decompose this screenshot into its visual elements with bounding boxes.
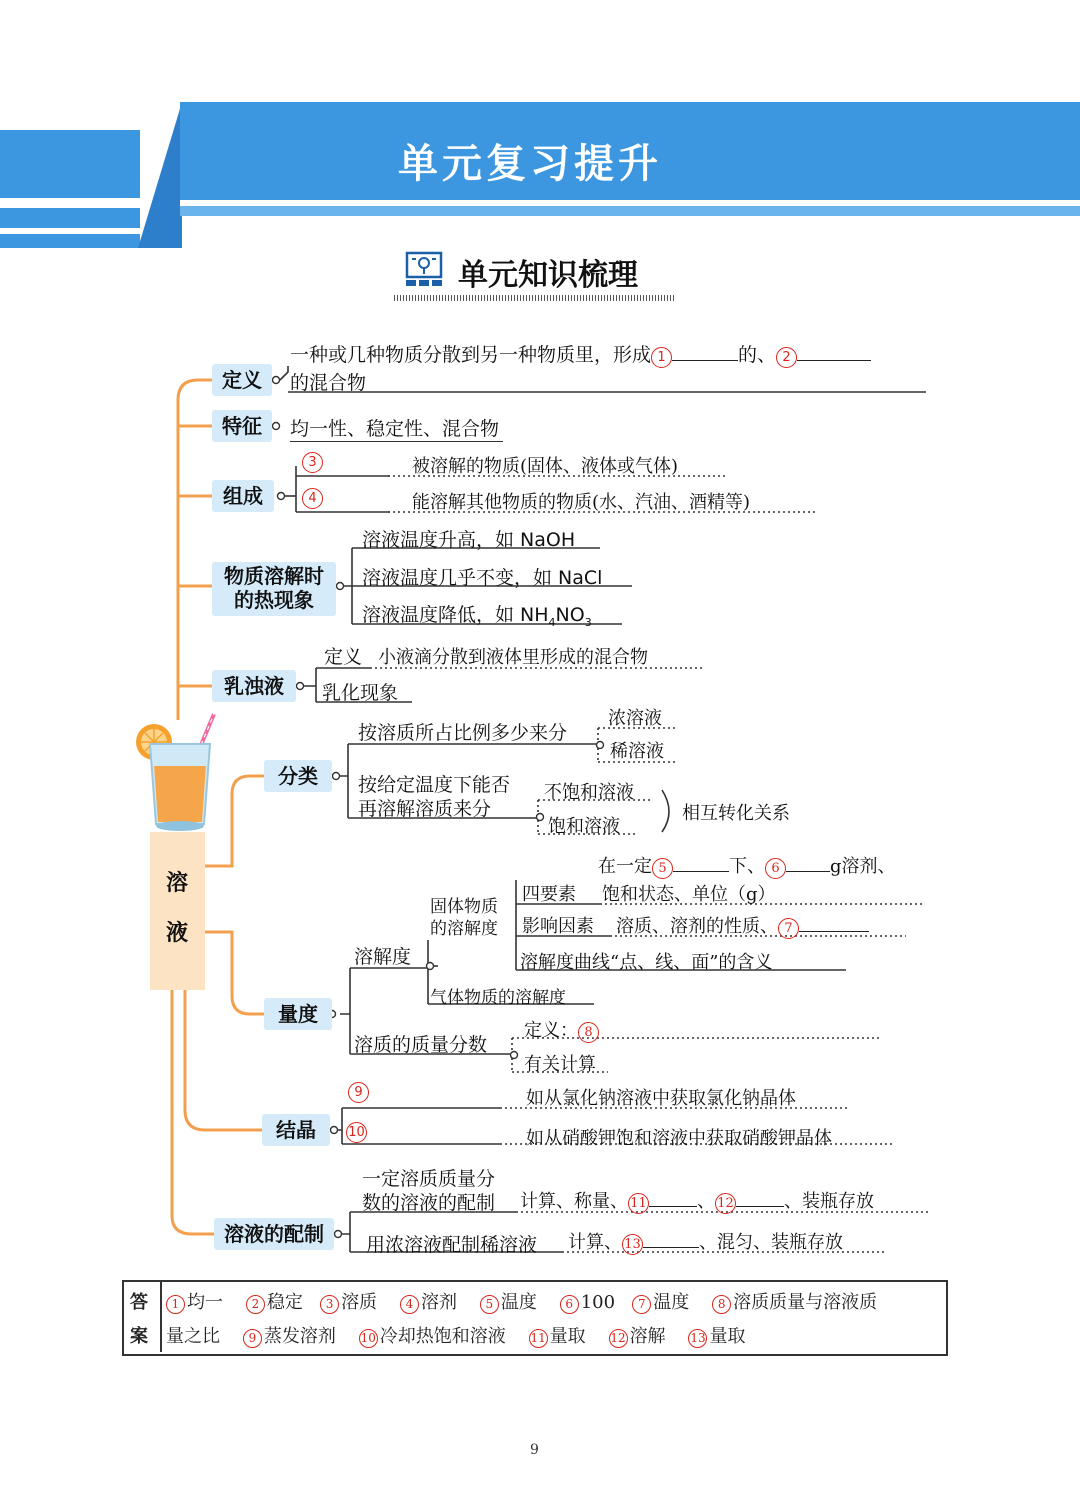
blank-number-9: 9 xyxy=(348,1082,369,1103)
measure-def: 定义： 8 xyxy=(524,1016,599,1043)
answer-label-1: 答 xyxy=(130,1292,148,1313)
blank-number-12: 12 xyxy=(715,1193,736,1214)
node-feature: 特征 xyxy=(212,410,272,442)
measure-solid-2: 的溶解度 xyxy=(430,919,498,939)
measure-four-elements-text: 饱和状态、单位（g） xyxy=(602,884,776,905)
heat-item-same: 溶液温度几乎不变，如 NaCl xyxy=(362,567,603,589)
heat-item-drop: 溶液温度降低，如 $NH_4NO_3$ xyxy=(362,604,592,629)
prep-branch1-line1: 一定溶质质量分 xyxy=(362,1168,496,1190)
definition-text-2: 的混合物 xyxy=(290,372,367,394)
root-char-1: 溶 xyxy=(166,871,189,896)
blank-number-3: 3 xyxy=(302,452,323,473)
blank-number-6: 6 xyxy=(765,858,786,879)
heat-item-rise: 溶液温度升高，如 NaOH xyxy=(362,529,576,551)
blank-number-5: 5 xyxy=(652,858,673,879)
measure-mass-fraction: 溶质的质量分数 xyxy=(354,1034,488,1056)
measure-curve: 溶解度曲线“点、线、面”的含义 xyxy=(520,952,773,973)
blank-number-7: 7 xyxy=(778,918,799,939)
node-emulsion: 乳浊液 xyxy=(212,670,296,702)
measure-four-elements-label: 四要素 xyxy=(522,884,576,905)
blank-number-1: 1 xyxy=(651,347,672,368)
measure-calc: 有关计算 xyxy=(524,1054,596,1075)
measure-influence-label: 影响因素 xyxy=(522,916,594,937)
measure-gas-solubility: 气体物质的溶解度 xyxy=(430,988,566,1008)
class-branch-saturation-2: 再溶解溶质来分 xyxy=(358,798,492,820)
class-dilute: 稀溶液 xyxy=(610,741,664,762)
class-unsaturated: 不饱和溶液 xyxy=(544,782,634,803)
blank-number-8: 8 xyxy=(578,1022,599,1043)
composition-solute: 被溶解的物质(固体、液体或气体) xyxy=(412,456,679,477)
answer-row-1: 1 均一 2 稳定 3 溶质 4 溶剂 5 温度 6 100 7 温度 8 溶质质量与溶液质 xyxy=(166,1288,877,1314)
node-crystal: 结晶 xyxy=(262,1114,330,1146)
answer-divider xyxy=(160,1282,162,1352)
node-classification: 分类 xyxy=(264,760,332,792)
blank-number-10: 10 xyxy=(346,1122,367,1143)
class-saturated: 饱和溶液 xyxy=(548,816,620,837)
section-title: 单元知识梳理 xyxy=(458,258,638,293)
class-branch-proportion: 按溶质所占比例多少来分 xyxy=(358,722,568,744)
answer-row-2: 量之比 9 蒸发溶剂 10 冷却热饱和溶液 11 量取 12 溶解 13 量取 xyxy=(166,1326,746,1347)
blank-number-2: 2 xyxy=(776,347,797,368)
prep-branch1-steps: 计算、称量、 11 、 12 、装瓶存放 xyxy=(520,1191,874,1212)
node-definition: 定义 xyxy=(212,364,272,396)
banner-title: 单元复习提升 xyxy=(398,141,662,187)
emulsion-def-label: 定义 xyxy=(324,646,363,668)
blank-number-4: 4 xyxy=(302,488,323,509)
definition-text-1: 一种或几种物质分散到另一种物质里，形成 1 的、 2 xyxy=(290,340,871,368)
composition-solvent: 能溶解其他物质的物质(水、汽油、酒精等) xyxy=(412,492,751,513)
juice-glass-icon xyxy=(134,712,220,834)
feature-text: 均一性、稳定性、混合物 xyxy=(290,414,503,442)
measure-solubility: 溶解度 xyxy=(354,946,412,968)
measure-influence-text: 溶质、溶剂的性质、 7 xyxy=(616,912,869,939)
root-char-2: 液 xyxy=(166,921,189,946)
root-node xyxy=(150,832,205,990)
emulsion-item: 乳化现象 xyxy=(322,682,399,704)
page-number: 9 xyxy=(530,1442,539,1458)
measure-four-elements-top: 在一定 5 下、 6 g溶剂、 xyxy=(598,856,896,877)
blank-number-13: 13 xyxy=(622,1234,643,1255)
prep-branch2: 用浓溶液配制稀溶液 xyxy=(366,1234,538,1256)
node-measure: 量度 xyxy=(264,998,332,1030)
crystal-item-2: 如从硝酸钾饱和溶液中获取硝酸钾晶体 xyxy=(526,1128,832,1149)
class-concentrated: 浓溶液 xyxy=(608,708,662,729)
blank-number-11: 11 xyxy=(628,1193,649,1214)
node-preparation: 溶液的配制 xyxy=(214,1218,334,1250)
node-heat-phenomenon: 物质溶解时 的热现象 xyxy=(212,562,336,616)
emulsion-def-text: 小液滴分散到液体里形成的混合物 xyxy=(378,647,648,668)
class-branch-saturation-1: 按给定温度下能否 xyxy=(358,774,511,796)
class-relation: 相互转化关系 xyxy=(682,803,790,824)
answer-label-2: 案 xyxy=(130,1326,148,1347)
prep-branch2-steps: 计算、 13 、混匀、装瓶存放 xyxy=(568,1232,843,1253)
node-composition: 组成 xyxy=(212,480,274,512)
crystal-item-1: 如从氯化钠溶液中获取氯化钠晶体 xyxy=(526,1088,796,1109)
measure-solid-1: 固体物质 xyxy=(430,897,498,917)
prep-branch1-line2: 数的溶液的配制 xyxy=(362,1192,496,1214)
